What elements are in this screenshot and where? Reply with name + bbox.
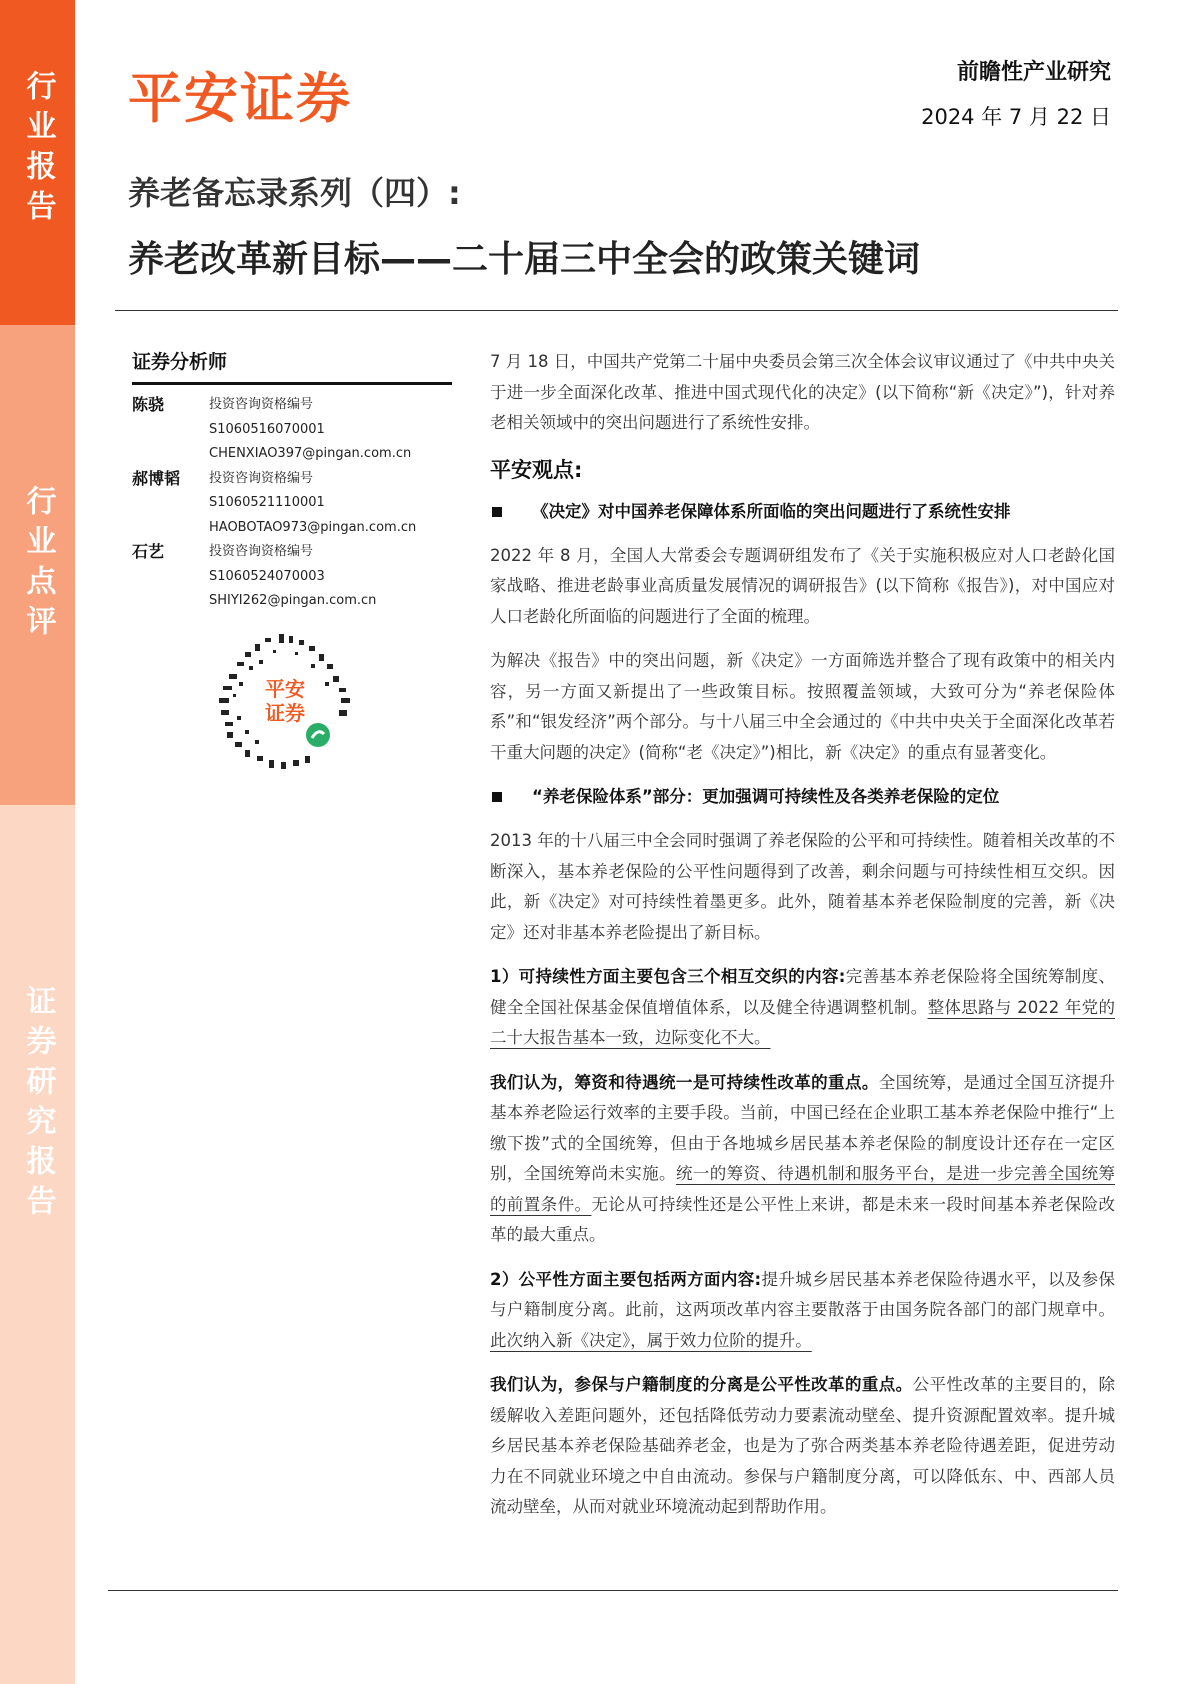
bullet-text: “养老保险体系”部分：更加强调可持续性及各类养老保险的定位 [532, 787, 1000, 806]
paragraph-text: 提升城乡居民基本养老保险待遇水平，以及参保与户籍制度分离。此前，这两项改革内容主要散落于由国务院各部门的部门规章中。 [490, 1269, 1115, 1319]
paragraph-text: 公平性改革的主要目的，除缓解收入差距问题外，还包括降低劳动力要素流动壁垒、提升资源配置效率。提升城乡居民基本养老保险基础养老金，也是为了弥合两类基本养老险待遇差距，促进劳动力在不同就业环境之中自由流动。参保与户籍制度分离，可以降低东、中、西部人员流动壁垒，从而对就业环境流动起到帮助作用。 [490, 1375, 1116, 1516]
analyst-info [209, 540, 376, 614]
qr-code-icon [215, 632, 355, 772]
analyst-info [209, 393, 411, 467]
report-body [490, 347, 1115, 1537]
page-title: 养老改革新目标——二十届三中全会的政策关键词 [128, 239, 921, 280]
report-meta [921, 56, 1111, 134]
qr-logo-text: 平安 [265, 677, 305, 701]
paragraph-lead: 1）可持续性方面主要包含三个相互交织的内容: [490, 967, 846, 986]
paragraph-lead: 我们认为，参保与户籍制度的分离是公平性改革的重点。 [490, 1375, 913, 1394]
sidebar-label-industry-comment: 行业点评 [20, 485, 56, 645]
report-type: 前瞻性产业研究 [956, 60, 1111, 85]
footer-divider [108, 1590, 1118, 1591]
qualification-label: 投资咨询资格编号 [209, 470, 314, 486]
analyst-entry [132, 467, 452, 541]
analyst-name: 陈骁 [132, 395, 165, 414]
analyst-name: 石艺 [132, 542, 165, 561]
body-paragraph [490, 1068, 1115, 1251]
bullet-heading [490, 782, 1115, 812]
sidebar-label-industry-report: 行业报告 [20, 70, 56, 230]
paragraph-text: 完善基本养老保险将全国统筹制度、健全全国社保基金保值增值体系，以及健全待遇调整机制。 [490, 967, 1115, 1017]
bullet-square-icon [492, 792, 502, 802]
series-title: 养老备忘录系列（四）: [128, 174, 461, 212]
bullet-square-icon [492, 507, 502, 517]
qr-logo-text: 证券 [265, 701, 305, 725]
bullet-heading [490, 497, 1115, 527]
sidebar-block-report-type [0, 0, 75, 325]
analyst-info [209, 467, 416, 541]
sidebar [0, 0, 75, 1684]
sidebar-block-research [0, 805, 75, 1684]
bullet-text: 《决定》对中国养老保障体系所面临的突出问题进行了系统性安排 [532, 501, 1011, 521]
body-paragraph: 为解决《报告》中的突出问题，新《决定》一方面筛选并整合了现有政策中的相关内容，另一方面又新提出了一些政策目标。按照覆盖领域，大致可分为“养老保险体系”和“银发经济”两个部分。与十八届三中全会通过的《中共中央关于全面深化改革若干重大问题的决定》(简称“老《决定》”)相比，新《决定》的重点有显著变化。 [490, 651, 1115, 762]
analyst-panel [132, 348, 452, 614]
body-paragraph [490, 1265, 1115, 1357]
paragraph-lead: 我们认为，筹资和待遇统一是可持续性改革的重点。 [490, 1072, 879, 1092]
qualification-label: 投资咨询资格编号 [209, 544, 314, 559]
body-paragraph [490, 962, 1115, 1054]
company-logo [128, 66, 378, 132]
body-paragraph: 2022 年 8 月，全国人大常委会专题调研组发布了《关于实施积极应对人口老龄化国家战略、推进老龄事业高质量发展情况的调研报告》(以下简称《报告》)，对中国应对人口老龄化所面临的问题进行了全面的梳理。 [490, 545, 1115, 626]
analyst-entry [132, 540, 452, 614]
underlined-text: 统一的筹资、待遇机制和服务平台，是进一步完善全国统筹的前置条件。 [490, 1164, 1116, 1214]
report-date: 2024 年 7 月 22 日 [921, 105, 1111, 129]
paragraph-lead: 2）公平性方面主要包括两方面内容: [490, 1269, 762, 1289]
logo-text: 平安证券 [128, 67, 352, 130]
analyst-name: 郝博韬 [132, 468, 181, 488]
qualification-code: S1060521110001 [209, 495, 325, 510]
sidebar-block-comment [0, 325, 75, 805]
qualification-code: S1060516070001 [209, 421, 325, 437]
underlined-text: 此次纳入新《决定》，属于效力位阶的提升。 [490, 1330, 812, 1350]
analyst-email[interactable]: HAOBOTAO973@pingan.com.cn [209, 519, 417, 535]
qualification-code: S1060524070003 [209, 568, 325, 584]
qualification-label: 投资咨询资格编号 [209, 397, 314, 412]
analyst-entry [132, 393, 452, 467]
analyst-email[interactable]: CHENXIAO397@pingan.com.cn [209, 446, 412, 461]
section-heading: 平安观点: [490, 457, 583, 482]
sidebar-label-research-report: 证券研究报告 [20, 985, 56, 1225]
analyst-heading: 证券分析师 [132, 348, 452, 385]
title-divider [115, 310, 1118, 311]
underlined-text: 整体思路与 2022 年党的二十大报告基本一致，边际变化不大。 [490, 997, 1116, 1047]
body-paragraph: 2013 年的十八届三中全会同时强调了养老保险的公平和可持续性。随着相关改革的不断深入，基本养老保险的公平性问题得到了改善，剩余问题与可持续性相互交织。因此，新《决定》对可持续性着墨更多。此外，随着基本养老保险制度的完善，新《决定》还对非基本养老险提出了新目标。 [490, 831, 1115, 942]
analyst-email[interactable]: SHIYI262@pingan.com.cn [209, 593, 377, 608]
paragraph-text: 无论从可持续性还是公平性上来讲，都是未来一段时间基本养老保险改革的最大重点。 [490, 1194, 1116, 1244]
intro-paragraph: 7 月 18 日，中国共产党第二十届中央委员会第三次全体会议审议通过了《中共中央关于进一步全面深化改革、推进中国式现代化的决定》(以下简称“新《决定》”)，针对养老相关领域中的突出问题进行了系统性安排。 [490, 352, 1115, 432]
body-paragraph [490, 1370, 1115, 1523]
paragraph-text: 全国统筹，是通过全国互济提升基本养老险运行效率的主要手段。当前，中国已经在企业职工基本养老保险中推行“上缴下拨”式的全国统筹，但由于各地城乡居民基本养老保险的制度设计还存在一定区别，全国统筹尚未实施。 [490, 1072, 1116, 1183]
